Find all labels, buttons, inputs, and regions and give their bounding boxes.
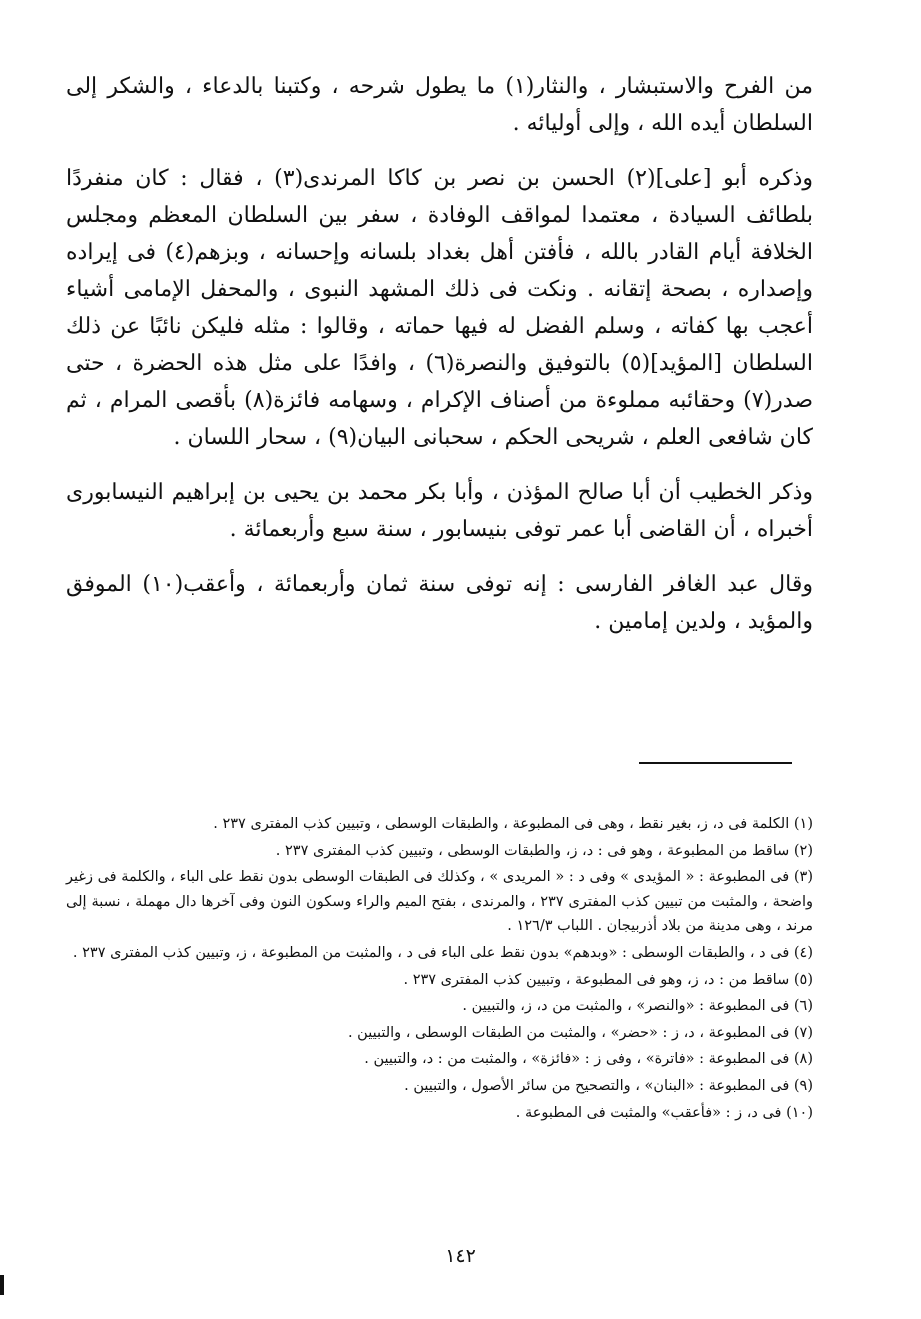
- footnotes: [66, 812, 813, 1127]
- footnote: (٢) ساقط من المطبوعة ، وهو فى : د، ز، والطبقات الوسطى ، وتبيين كذب المفترى ٢٣٧ .: [275, 842, 813, 859]
- footnote: (١) الكلمة فى د، ز، بغير نقط ، وهى فى المطبوعة ، والطبقات الوسطى ، وتبيين كذب المفترى ٢٣٧ .: [213, 816, 813, 832]
- footnote: (٨) فى المطبوعة : «فاترة» ، وفى ز : «فائزة» ، والمثبت من : د، والتبيين .: [364, 1051, 813, 1068]
- page-number: ١٤٢: [445, 1245, 476, 1267]
- paragraph: وذكره أبو [على](٢) الحسن بن نصر بن كاكا المرندى(٣) ، فقال : كان منفردًا بلطائف السيادة ، معتمدا لمواقف الوفادة ، سفر بين السلطان المعظم ومجلس الخلافة أيام القادر بالله ، فأفتن أهل بغداد بلسانه وإحسانه ، وبزهم(٤) فى إيراده وإصداره ، بصحة إتقانه . ونكت فى ذلك المشهد النبوى ، والمحفل الإمامى أشياء أعجب بها كفاته ، وسلم الفضل له فيها حماته ، وقالوا : مثله فليكن نائبًا عن ذلك السلطان [المؤيد](٥) بالتوفيق والنصرة(٦) ، وافدًا على مثل هذه الحضرة ، حتى صدر(٧) وحقائبه مملوءة من أصناف الإكرام ، وسهامه فائزة(٨) بأقصى المرام ، ثم كان شافعى العلم ، شريحى الحكم ، سحبانى البيان(٩) ، سحار اللسان .: [66, 166, 814, 450]
- paragraph: وذكر الخطيب أن أبا صالح المؤذن ، وأبا بكر محمد بن يحيى بن إبراهيم النيسابورى أخبراه ، أن القاضى أبا عمر توفى بنيسابور ، سنة سبع وأربعمائة .: [66, 480, 813, 542]
- paragraph: من الفرح والاستبشار ، والنثار(١) ما يطول شرحه ، وكتبنا بالدعاء ، والشكر إلى السلطان أيده الله ، وإلى أوليائه .: [66, 74, 814, 136]
- footnote: (٩) فى المطبوعة : «البنان» ، والتصحيح من سائر الأصول ، والتبيين .: [404, 1077, 813, 1094]
- footnote: (١٠) فى د، ز : «فأعقب» والمثبت فى المطبوعة .: [515, 1104, 813, 1121]
- scan-edge-mark: [0, 1275, 4, 1295]
- footnote: (٧) فى المطبوعة ، د، ز : «حضر» ، والمثبت من الطبقات الوسطى ، والتبيين .: [347, 1024, 813, 1041]
- footnote-divider: [639, 762, 792, 764]
- main-text: [66, 68, 813, 658]
- footnote: (٣) فى المطبوعة : « المؤيدى » وفى د : « المريدى » ، وكذلك فى الطبقات الوسطى بدون نقط على الباء ، والكلمة فى زغير واضحة ، والمثبت من تبيين كذب المفترى ٢٣٧ ، والمرندى ، بفتح الميم والراء وسكون النون وفى آخرها دال مهملة ، نسبة إلى مرند ، وهى مدينة من بلاد أذربيجان . اللباب ١٢٦/٣ .: [66, 869, 813, 935]
- paragraph: وقال عبد الغافر الفارسى : إنه توفى سنة ثمان وأربعمائة ، وأعقب(١٠) الموفق والمؤيد ، ولدين إمامين .: [66, 572, 814, 634]
- footnote: (٤) فى د ، والطبقات الوسطى : «وبدهم» بدون نقط على الباء فى د ، والمثبت من المطبوعة ، ز، وتبيين كذب المفترى ٢٣٧ .: [72, 944, 813, 961]
- footnote: (٥) ساقط من : د، ز، وهو فى المطبوعة ، وتبيين كذب المفترى ٢٣٧ .: [403, 971, 813, 988]
- footnote: (٦) فى المطبوعة : «والنصر» ، والمثبت من د، ز، والتبيين .: [462, 998, 813, 1015]
